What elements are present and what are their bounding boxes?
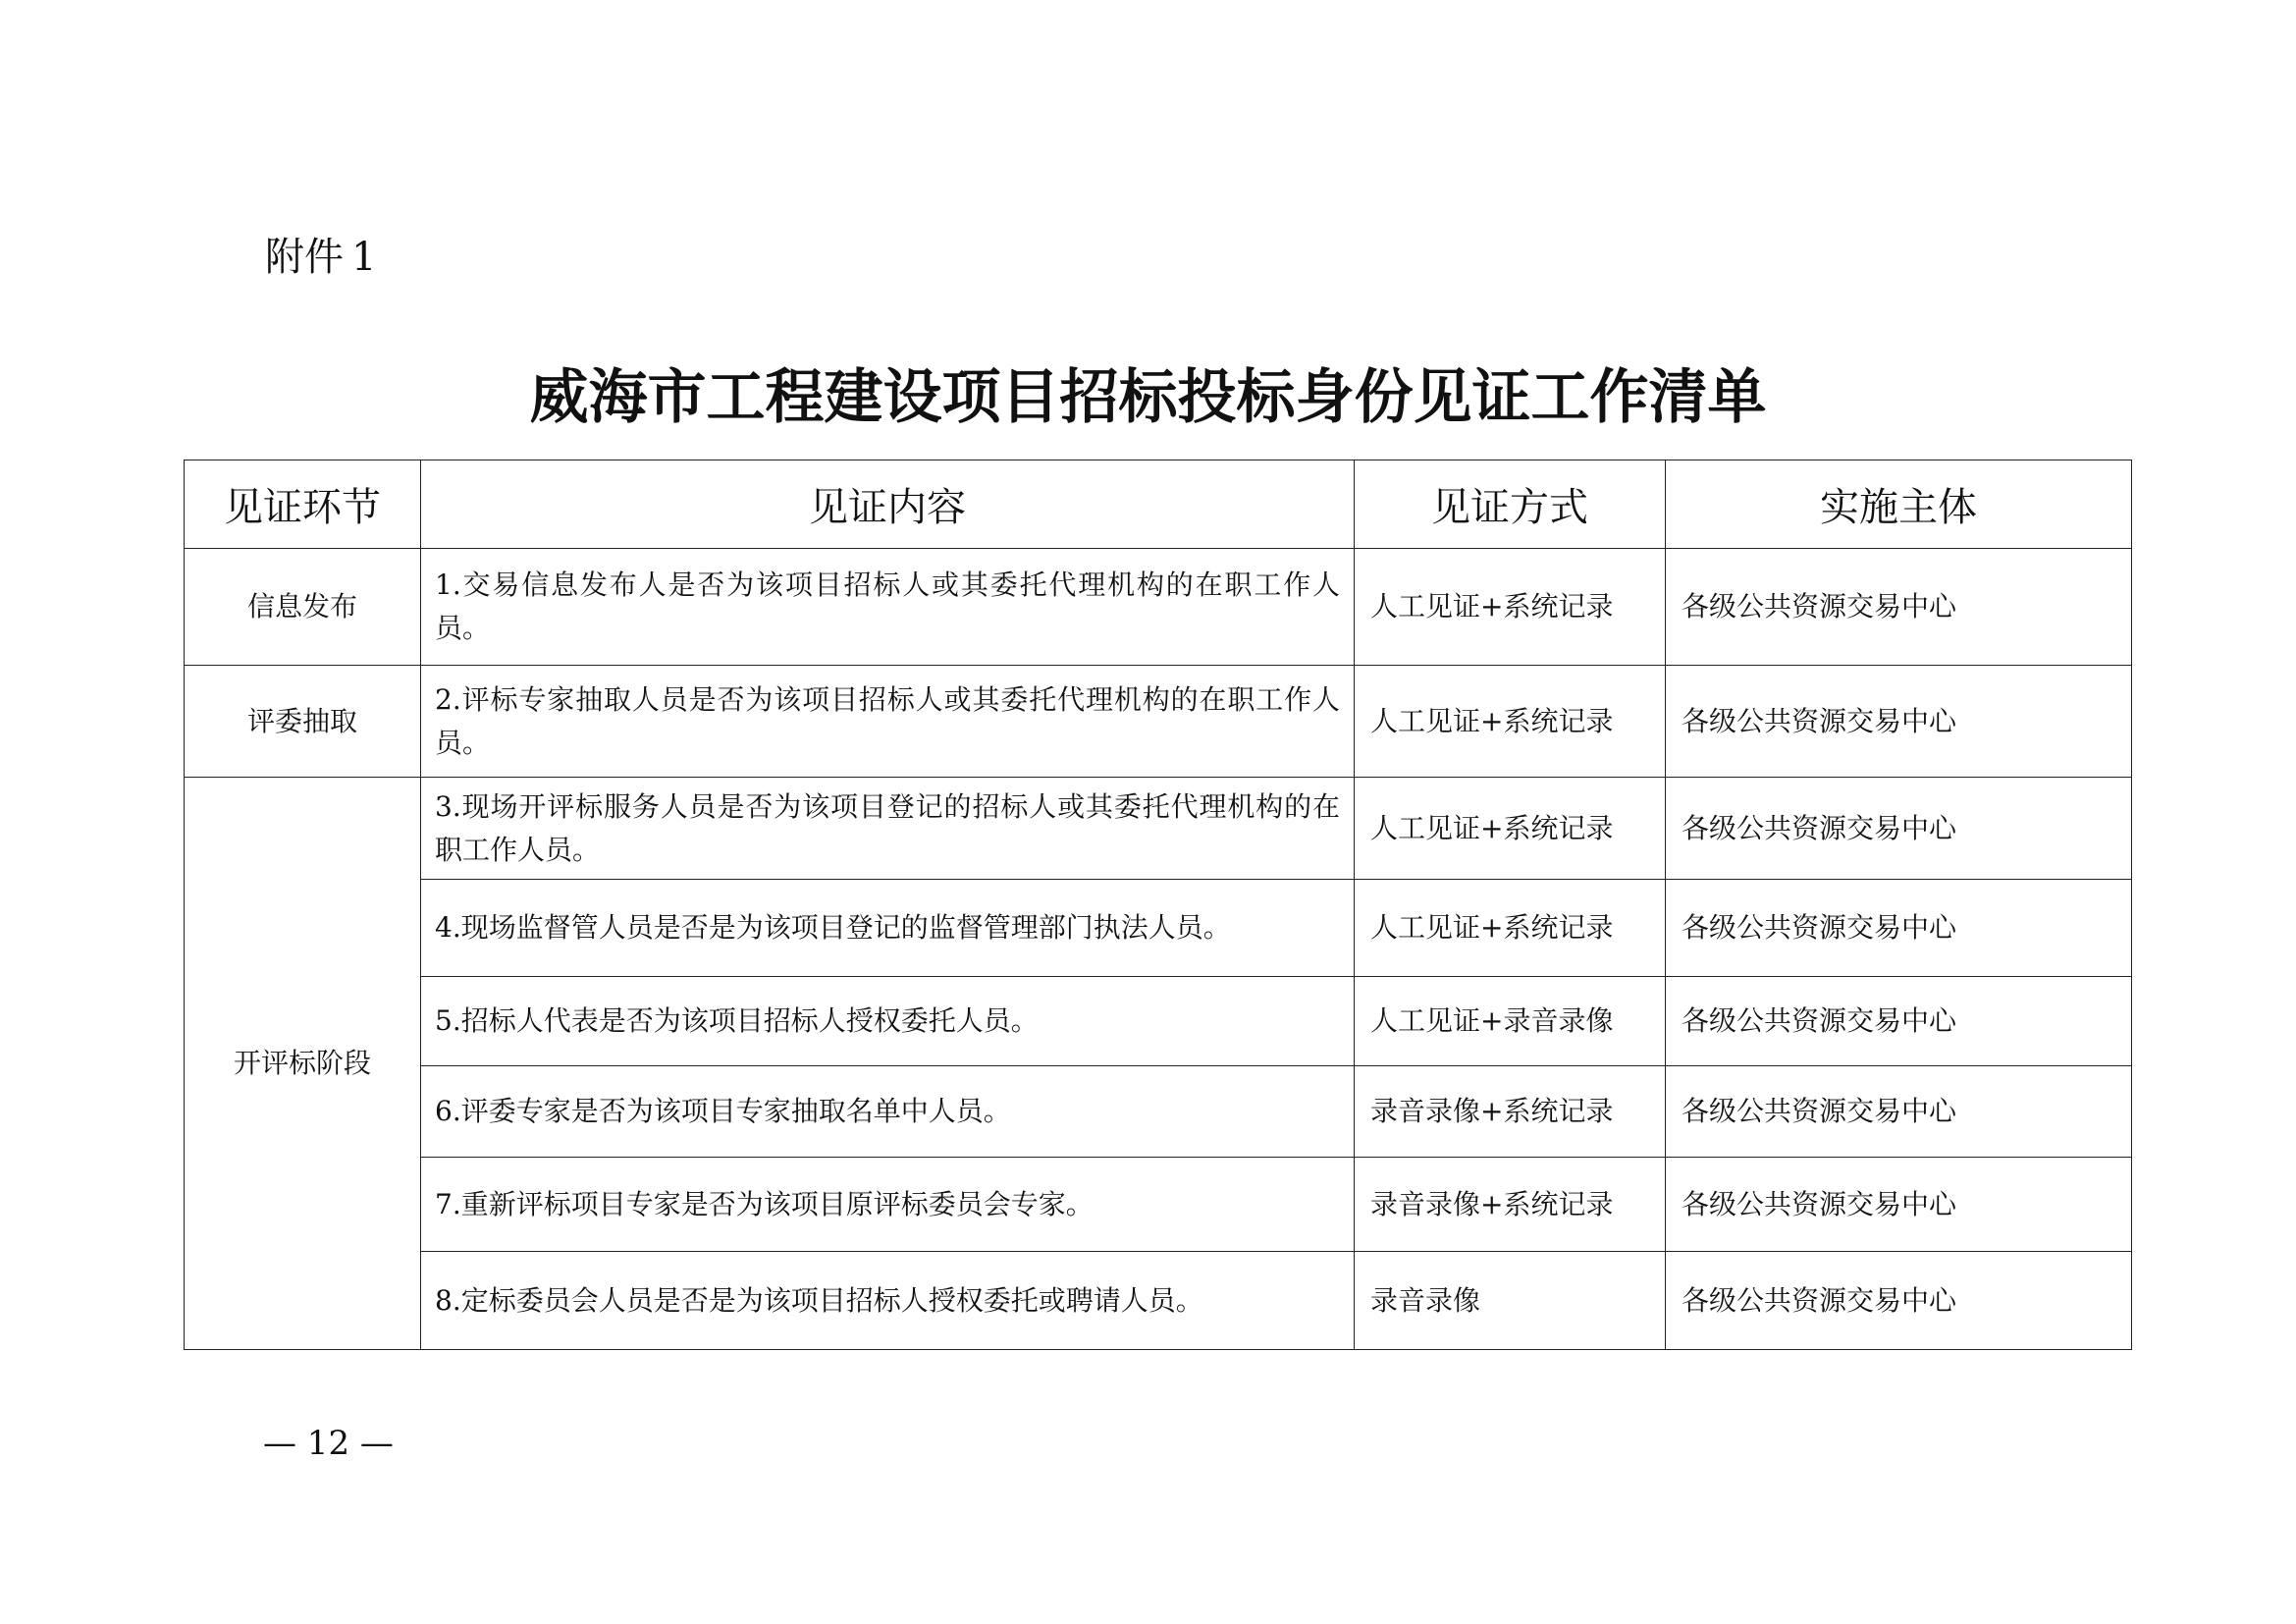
- content-cell: 3.现场开评标服务人员是否为该项目登记的招标人或其委托代理机构的在职工作人员。: [421, 778, 1355, 880]
- subject-cell: 各级公共资源交易中心: [1666, 549, 2132, 666]
- subject-cell: 各级公共资源交易中心: [1666, 880, 2132, 977]
- content-cell: 6.评委专家是否为该项目专家抽取名单中人员。: [421, 1066, 1355, 1158]
- method-cell: 录音录像+系统记录: [1355, 1066, 1666, 1158]
- method-cell: 人工见证+系统记录: [1355, 549, 1666, 666]
- attachment-text: 附件: [265, 235, 344, 280]
- subject-cell: 各级公共资源交易中心: [1666, 1066, 2132, 1158]
- subject-cell: 各级公共资源交易中心: [1666, 977, 2132, 1066]
- table-row: [185, 977, 2132, 1066]
- content-cell: 4.现场监督管人员是否是为该项目登记的监督管理部门执法人员。: [421, 880, 1355, 977]
- table-row: [185, 880, 2132, 977]
- subject-cell: 各级公共资源交易中心: [1666, 778, 2132, 880]
- page-number: — 12 —: [263, 1424, 394, 1463]
- method-cell: 人工见证+系统记录: [1355, 778, 1666, 880]
- stage-cell: 评委抽取: [185, 666, 421, 778]
- method-cell: 录音录像+系统记录: [1355, 1158, 1666, 1252]
- content-cell: 1.交易信息发布人是否为该项目招标人或其委托代理机构的在职工作人员。: [421, 549, 1355, 666]
- method-cell: 录音录像: [1355, 1252, 1666, 1350]
- column-header-method: 见证方式: [1355, 460, 1666, 549]
- table-row: [185, 778, 2132, 880]
- table-row: [185, 1158, 2132, 1252]
- header-row: [185, 460, 2132, 549]
- method-cell: 人工见证+录音录像: [1355, 977, 1666, 1066]
- table-row: [185, 549, 2132, 666]
- subject-cell: 各级公共资源交易中心: [1666, 1252, 2132, 1350]
- stage-cell: 开评标阶段: [185, 778, 421, 1350]
- method-cell: 人工见证+系统记录: [1355, 666, 1666, 778]
- column-header-subject: 实施主体: [1666, 460, 2132, 549]
- table-row: [185, 1252, 2132, 1350]
- table-header: [185, 460, 2132, 549]
- table-row: [185, 666, 2132, 778]
- attachment-label: [265, 228, 376, 287]
- attachment-number: 1: [351, 235, 377, 280]
- content-cell: 8.定标委员会人员是否是为该项目招标人授权委托或聘请人员。: [421, 1252, 1355, 1350]
- table-body: [185, 549, 2132, 1350]
- witness-table: [184, 460, 2132, 1350]
- content-cell: 2.评标专家抽取人员是否为该项目招标人或其委托代理机构的在职工作人员。: [421, 666, 1355, 778]
- method-cell: 人工见证+系统记录: [1355, 880, 1666, 977]
- subject-cell: 各级公共资源交易中心: [1666, 1158, 2132, 1252]
- document-title: 威海市工程建设项目招标投标身份见证工作清单: [529, 363, 1767, 432]
- column-header-content: 见证内容: [421, 460, 1355, 549]
- stage-cell: 信息发布: [185, 549, 421, 666]
- table-row: [185, 1066, 2132, 1158]
- subject-cell: 各级公共资源交易中心: [1666, 666, 2132, 778]
- content-cell: 7.重新评标项目专家是否为该项目原评标委员会专家。: [421, 1158, 1355, 1252]
- column-header-stage: 见证环节: [185, 460, 421, 549]
- content-cell: 5.招标人代表是否为该项目招标人授权委托人员。: [421, 977, 1355, 1066]
